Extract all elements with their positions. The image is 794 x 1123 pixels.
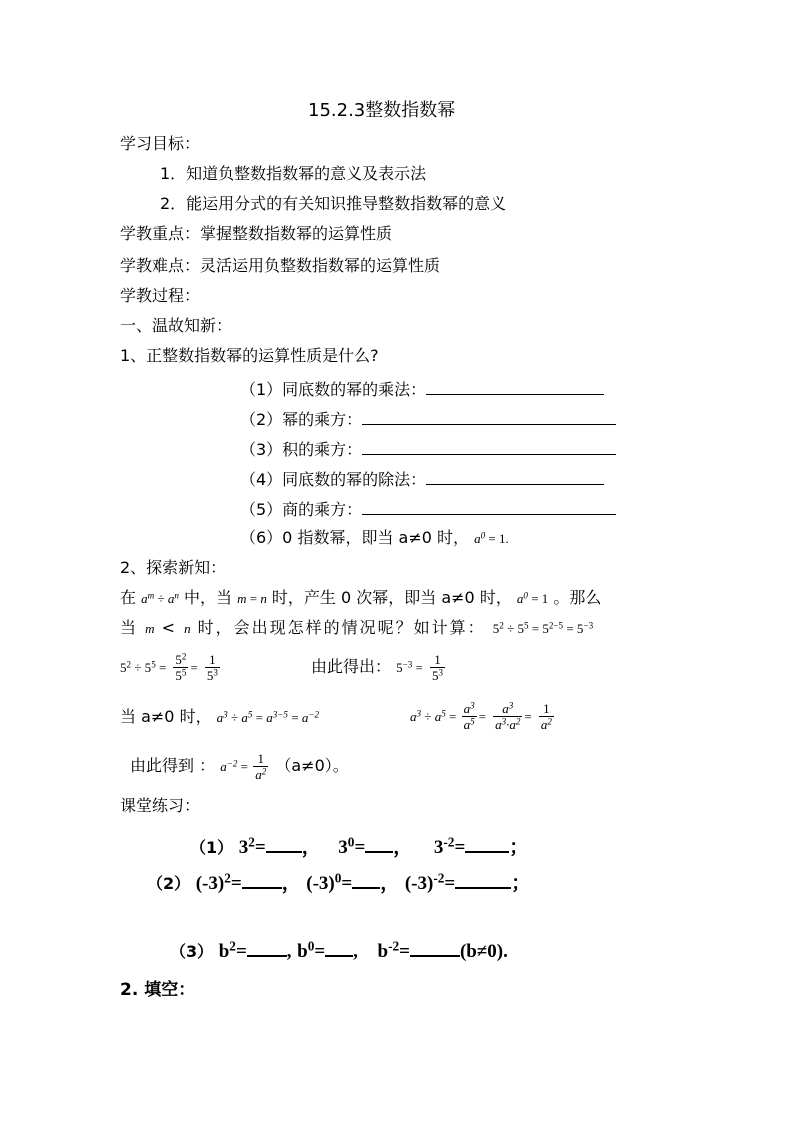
practice-row-2: （2） $(-3)^2=$ ， $(-3)^0=$ ， $(-3)^{-2}=$ ； (147, 870, 531, 894)
when-a-nonzero: 当 a≠0 时， $a^3 \div a^5 = a^{3-5} = a^{-2}$ (120, 707, 320, 726)
goal-item-1: 1．知道负整数指数幂的意义及表示法 (160, 164, 427, 183)
review-item-1 (240, 378, 604, 400)
review-item-4 (240, 468, 604, 490)
answer-blank[interactable] (455, 870, 511, 889)
review-item-6 (240, 528, 509, 549)
zero-power-formula: $a^0$ (516, 590, 528, 606)
text: 中，当 (183, 588, 232, 607)
text: 由此得到 ： (130, 756, 216, 775)
division-formula: $a^m$ (141, 590, 155, 606)
review-item-3 (240, 438, 616, 460)
m-equals-n: m (237, 591, 247, 606)
fraction-example-1: $5^2 \div 5^5$ = $\frac{5^2}{5^5}$ = $\frac{1}{5^3}$ (120, 651, 218, 683)
review-question: 1、正整数指数幂的运算性质是什么? (120, 346, 379, 365)
fraction: $\frac{1}{5^3}$ (431, 652, 444, 683)
zero-power-formula: $a^0$ (474, 530, 486, 546)
math-expression: $a^3$ (216, 709, 228, 725)
math-expression: $b^{-2}=$ (377, 938, 410, 962)
math-expression: $3^2=$ (238, 834, 266, 858)
answer-blank[interactable] (362, 498, 616, 515)
fraction: $\frac{5^2}{5^5}$ (175, 651, 187, 683)
practice-heading: 课堂练习： (120, 796, 201, 815)
explore-paragraph-1: 在 $a^m \div a^n$ 中，当 m = n 时，产生 0 次幂，即当 a≠0 时， $a^0 = 1$ 。那么 (120, 588, 602, 607)
review-heading: 一、温故知新： (120, 316, 233, 335)
explore-paragraph-2: 当 m < n 时，会出现怎样的情况呢？如计算： $5^2 \div 5^5 = 5^{2-5} = 5^{-3}$ (120, 618, 594, 637)
page-title: 15.2.3整数指数幂 (308, 100, 456, 121)
math-expression: $5^2 \div 5^5$ = (120, 659, 167, 675)
answer-blank[interactable] (426, 378, 604, 395)
review-item-label: （5）商的乘方： (240, 500, 363, 519)
answer-blank[interactable] (365, 834, 393, 853)
math-expression: $(-3)^2=$ (195, 870, 242, 894)
row-number: （3） (170, 942, 214, 961)
fill-heading: 2. 填空： (120, 980, 196, 1000)
review-item-label: （2）幂的乘方： (240, 410, 363, 429)
math-expression: $3^0=$ (338, 834, 366, 858)
example-formula: $5^2 \div 5^5 = 5^{2-5} = 5^{-3}$ (492, 620, 594, 636)
conclusion-2: 由此得到 ： $a^{-2}$ = $\frac{1}{a^2}$ （a≠0）。 (130, 751, 349, 782)
text: 在 (120, 588, 137, 607)
review-item-label: （3）积的乘方： (240, 440, 363, 459)
condition: (b≠0). (459, 941, 508, 962)
practice-row-3: （3） $b^2=$ , $b^0=$ , $b^{-2}= (b\ne 0)$. (170, 938, 508, 962)
review-item-label: （1）同底数的幂的乘法： (240, 380, 427, 399)
math-expression: $(-3)^0=$ (306, 870, 353, 894)
teaching-focus: 学教重点：掌握整数指数幂的运算性质 (120, 224, 393, 243)
math-expression: $a^3$ (410, 708, 422, 724)
goal-item-2: 2．能运用分式的有关知识推导整数指数幂的意义 (160, 194, 507, 213)
answer-blank[interactable] (352, 870, 380, 889)
teaching-difficulty: 学教难点：灵活运用负整数指数幂的运算性质 (120, 256, 441, 275)
text: 当 a≠0 时， (120, 707, 212, 726)
review-item-5 (240, 498, 616, 520)
text: 当 (120, 618, 139, 637)
row-number: （1） (190, 838, 234, 857)
answer-blank[interactable] (325, 938, 353, 957)
fraction: $\frac{1}{5^3}$ (206, 652, 218, 683)
answer-blank[interactable] (465, 834, 509, 853)
row-number: （2） (147, 874, 191, 893)
math-expression: $a^{-2}$ (220, 758, 238, 774)
fraction: $\frac{a^3}{a^3\cdot a^2}$ (495, 700, 521, 732)
fraction: $\frac{a^3}{a^5}$ (463, 700, 475, 732)
text: 。那么 (553, 588, 602, 607)
answer-blank[interactable] (247, 938, 287, 957)
practice-row-1: （1） $3^2=$ ， $3^0=$ ， $3^{-2}=$ ； (190, 834, 529, 858)
conclusion-1 (311, 650, 447, 685)
review-item-6-text: （6）0 指数幂，即当 a≠0 时， (240, 528, 470, 547)
math-expression: $5^{-3}$ = (396, 659, 423, 675)
fraction: $\frac{1}{a^2}$ (255, 751, 267, 782)
answer-blank[interactable] (362, 408, 616, 425)
fraction: $\frac{1}{a^2}$ (540, 701, 552, 732)
review-item-2 (240, 408, 616, 430)
explore-heading: 2、探索新知： (120, 558, 227, 577)
goals-heading: 学习目标： (120, 134, 201, 153)
teaching-process: 学教过程： (120, 286, 201, 305)
math-expression: $b^2=$ (218, 938, 247, 962)
math-expression: $(-3)^{-2}=$ (404, 870, 456, 894)
answer-blank[interactable] (426, 468, 604, 485)
review-item-label: （4）同底数的幂的除法： (240, 470, 427, 489)
fraction-derivation: $a^3 \div a^5$ = $\frac{a^3}{a^5}$ = $\frac{a^3}{a^3\cdot a^2}$ = $\frac{1}{a^2}$ (410, 700, 552, 732)
math-expression: $3^{-2}=$ (433, 834, 466, 858)
answer-blank[interactable] (242, 870, 282, 889)
text: （a≠0）。 (275, 756, 349, 775)
zero-power-value: = 1. (485, 531, 509, 546)
answer-blank[interactable] (362, 438, 616, 455)
text: 时，会出现怎样的情况呢？如计算： (197, 618, 486, 637)
answer-blank[interactable] (410, 938, 460, 957)
text: 由此得出： (311, 657, 392, 676)
answer-blank[interactable] (266, 834, 302, 853)
text: 时，产生 0 次幂，即当 a≠0 时， (271, 588, 512, 607)
math-expression: $b^0=$ (297, 938, 326, 962)
